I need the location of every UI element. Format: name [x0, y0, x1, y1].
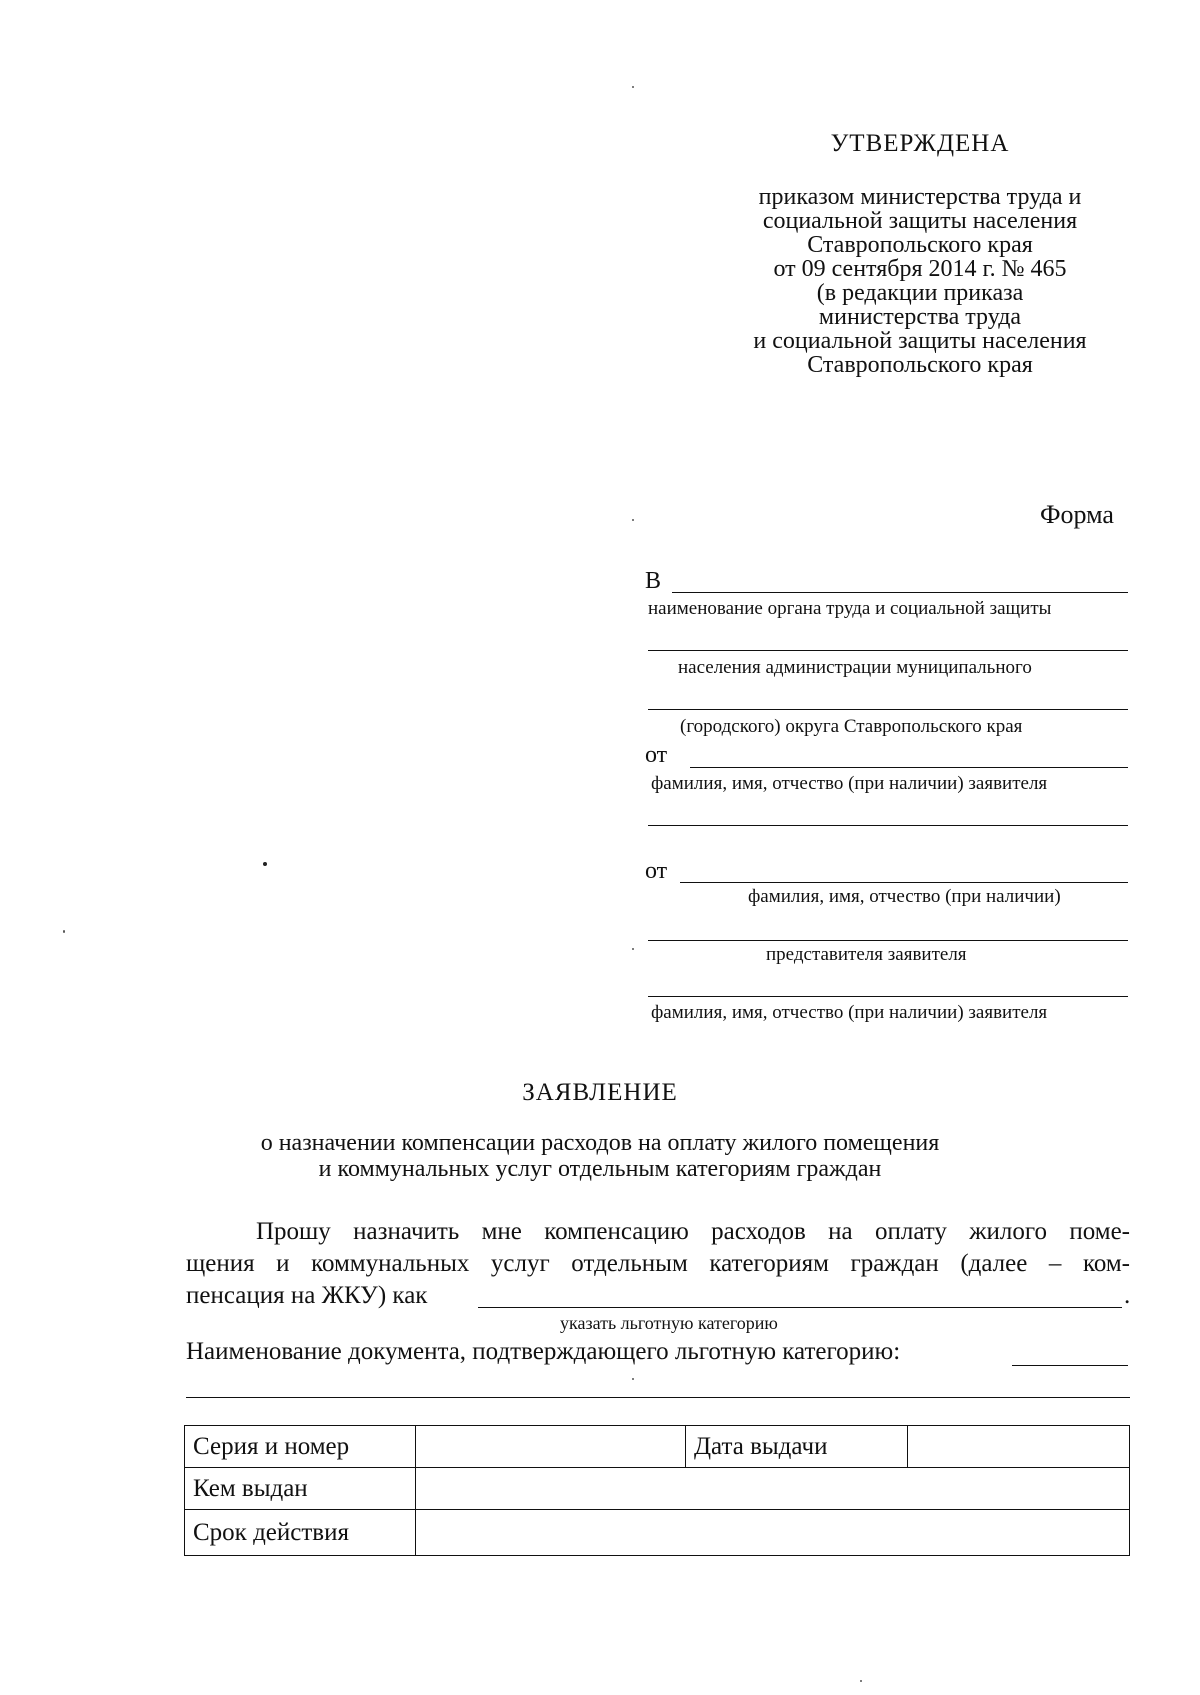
- approval-line: министерства труда: [818, 304, 1022, 330]
- scan-speck: [632, 86, 634, 88]
- organ-name-line-3[interactable]: [648, 709, 1128, 710]
- scan-speck: [632, 1378, 634, 1380]
- table-row: [185, 1426, 1130, 1468]
- issued-by-label-cell: Кем выдан: [185, 1468, 416, 1510]
- representative-name-line[interactable]: [680, 882, 1128, 883]
- category-caption: указать льготную категорию: [560, 1313, 778, 1333]
- approval-line: Ставропольского края: [807, 232, 1033, 258]
- period: .: [1124, 1282, 1131, 1309]
- approval-line: от 09 сентября 2014 г. № 465: [773, 256, 1067, 282]
- applicant-name-line-3[interactable]: [648, 996, 1128, 997]
- scan-speck: [860, 1680, 862, 1682]
- document-name-line-2[interactable]: [186, 1397, 1130, 1398]
- approval-line: Ставропольского края: [807, 352, 1033, 378]
- paragraph-line-3: пенсация на ЖКУ) как: [186, 1282, 428, 1309]
- applicant-caption-2: фамилия, имя, отчество (при наличии) заявителя: [651, 1002, 1048, 1023]
- scan-speck: [263, 862, 267, 866]
- applicant-name-line-2[interactable]: [648, 825, 1128, 826]
- issued-by-value-cell[interactable]: [416, 1468, 1130, 1510]
- issue-date-value-cell[interactable]: [908, 1426, 1130, 1468]
- approval-line: и социальной защиты населения: [753, 328, 1087, 354]
- applicant-caption: фамилия, имя, отчество (при наличии) заявителя: [651, 773, 1048, 794]
- from-prefix-representative: от: [645, 858, 668, 884]
- scan-speck: [63, 930, 65, 933]
- statement-subheading-1: о назначении компенсации расходов на оплату жилого помещения: [260, 1130, 940, 1156]
- statement-heading: ЗАЯВЛЕНИЕ: [522, 1079, 678, 1106]
- representative-line-2[interactable]: [648, 940, 1128, 941]
- series-label-cell: Серия и номер: [185, 1426, 416, 1468]
- scan-speck: [632, 519, 634, 521]
- document-table: [184, 1425, 1130, 1556]
- table-row: [185, 1510, 1130, 1556]
- scan-speck: [632, 948, 634, 950]
- validity-value-cell[interactable]: [416, 1510, 1130, 1556]
- approval-line: приказом министерства труда и: [758, 184, 1082, 210]
- document-label: Наименование документа, подтверждающего льготную категорию:: [186, 1338, 901, 1365]
- paragraph-line-2: щения и коммунальных услуг отдельным категориям граждан (далее – ком-: [186, 1250, 1130, 1277]
- applicant-name-line[interactable]: [690, 767, 1128, 768]
- issue-date-label-cell: Дата выдачи: [686, 1426, 908, 1468]
- form-label: Форма: [1040, 500, 1114, 529]
- approval-line: (в редакции приказа: [816, 280, 1024, 306]
- representative-of-caption: представителя заявителя: [766, 944, 967, 965]
- organ-name-line-2[interactable]: [648, 650, 1128, 651]
- organ-caption-3: (городского) округа Ставропольского края: [680, 716, 1023, 737]
- validity-label-cell: Срок действия: [185, 1510, 416, 1556]
- statement-subheading-2: и коммунальных услуг отдельным категориям граждан: [318, 1156, 882, 1182]
- to-prefix: В: [645, 568, 662, 594]
- table-row: [185, 1468, 1130, 1510]
- approval-line: социальной защиты населения: [762, 208, 1078, 234]
- document-name-line[interactable]: [1012, 1365, 1128, 1366]
- representative-caption: фамилия, имя, отчество (при наличии): [748, 886, 1061, 907]
- organ-name-line[interactable]: [672, 592, 1128, 593]
- organ-caption-1: наименование органа труда и социальной защиты: [648, 598, 1052, 619]
- paragraph-line-1: Прошу назначить мне компенсацию расходов на оплату жилого поме-: [256, 1218, 1130, 1245]
- series-value-cell[interactable]: [416, 1426, 686, 1468]
- organ-caption-2: населения администрации муниципального: [678, 657, 1032, 678]
- from-prefix: от: [645, 742, 668, 768]
- approval-title: УТВЕРЖДЕНА: [830, 130, 1010, 157]
- category-line[interactable]: [478, 1307, 1122, 1308]
